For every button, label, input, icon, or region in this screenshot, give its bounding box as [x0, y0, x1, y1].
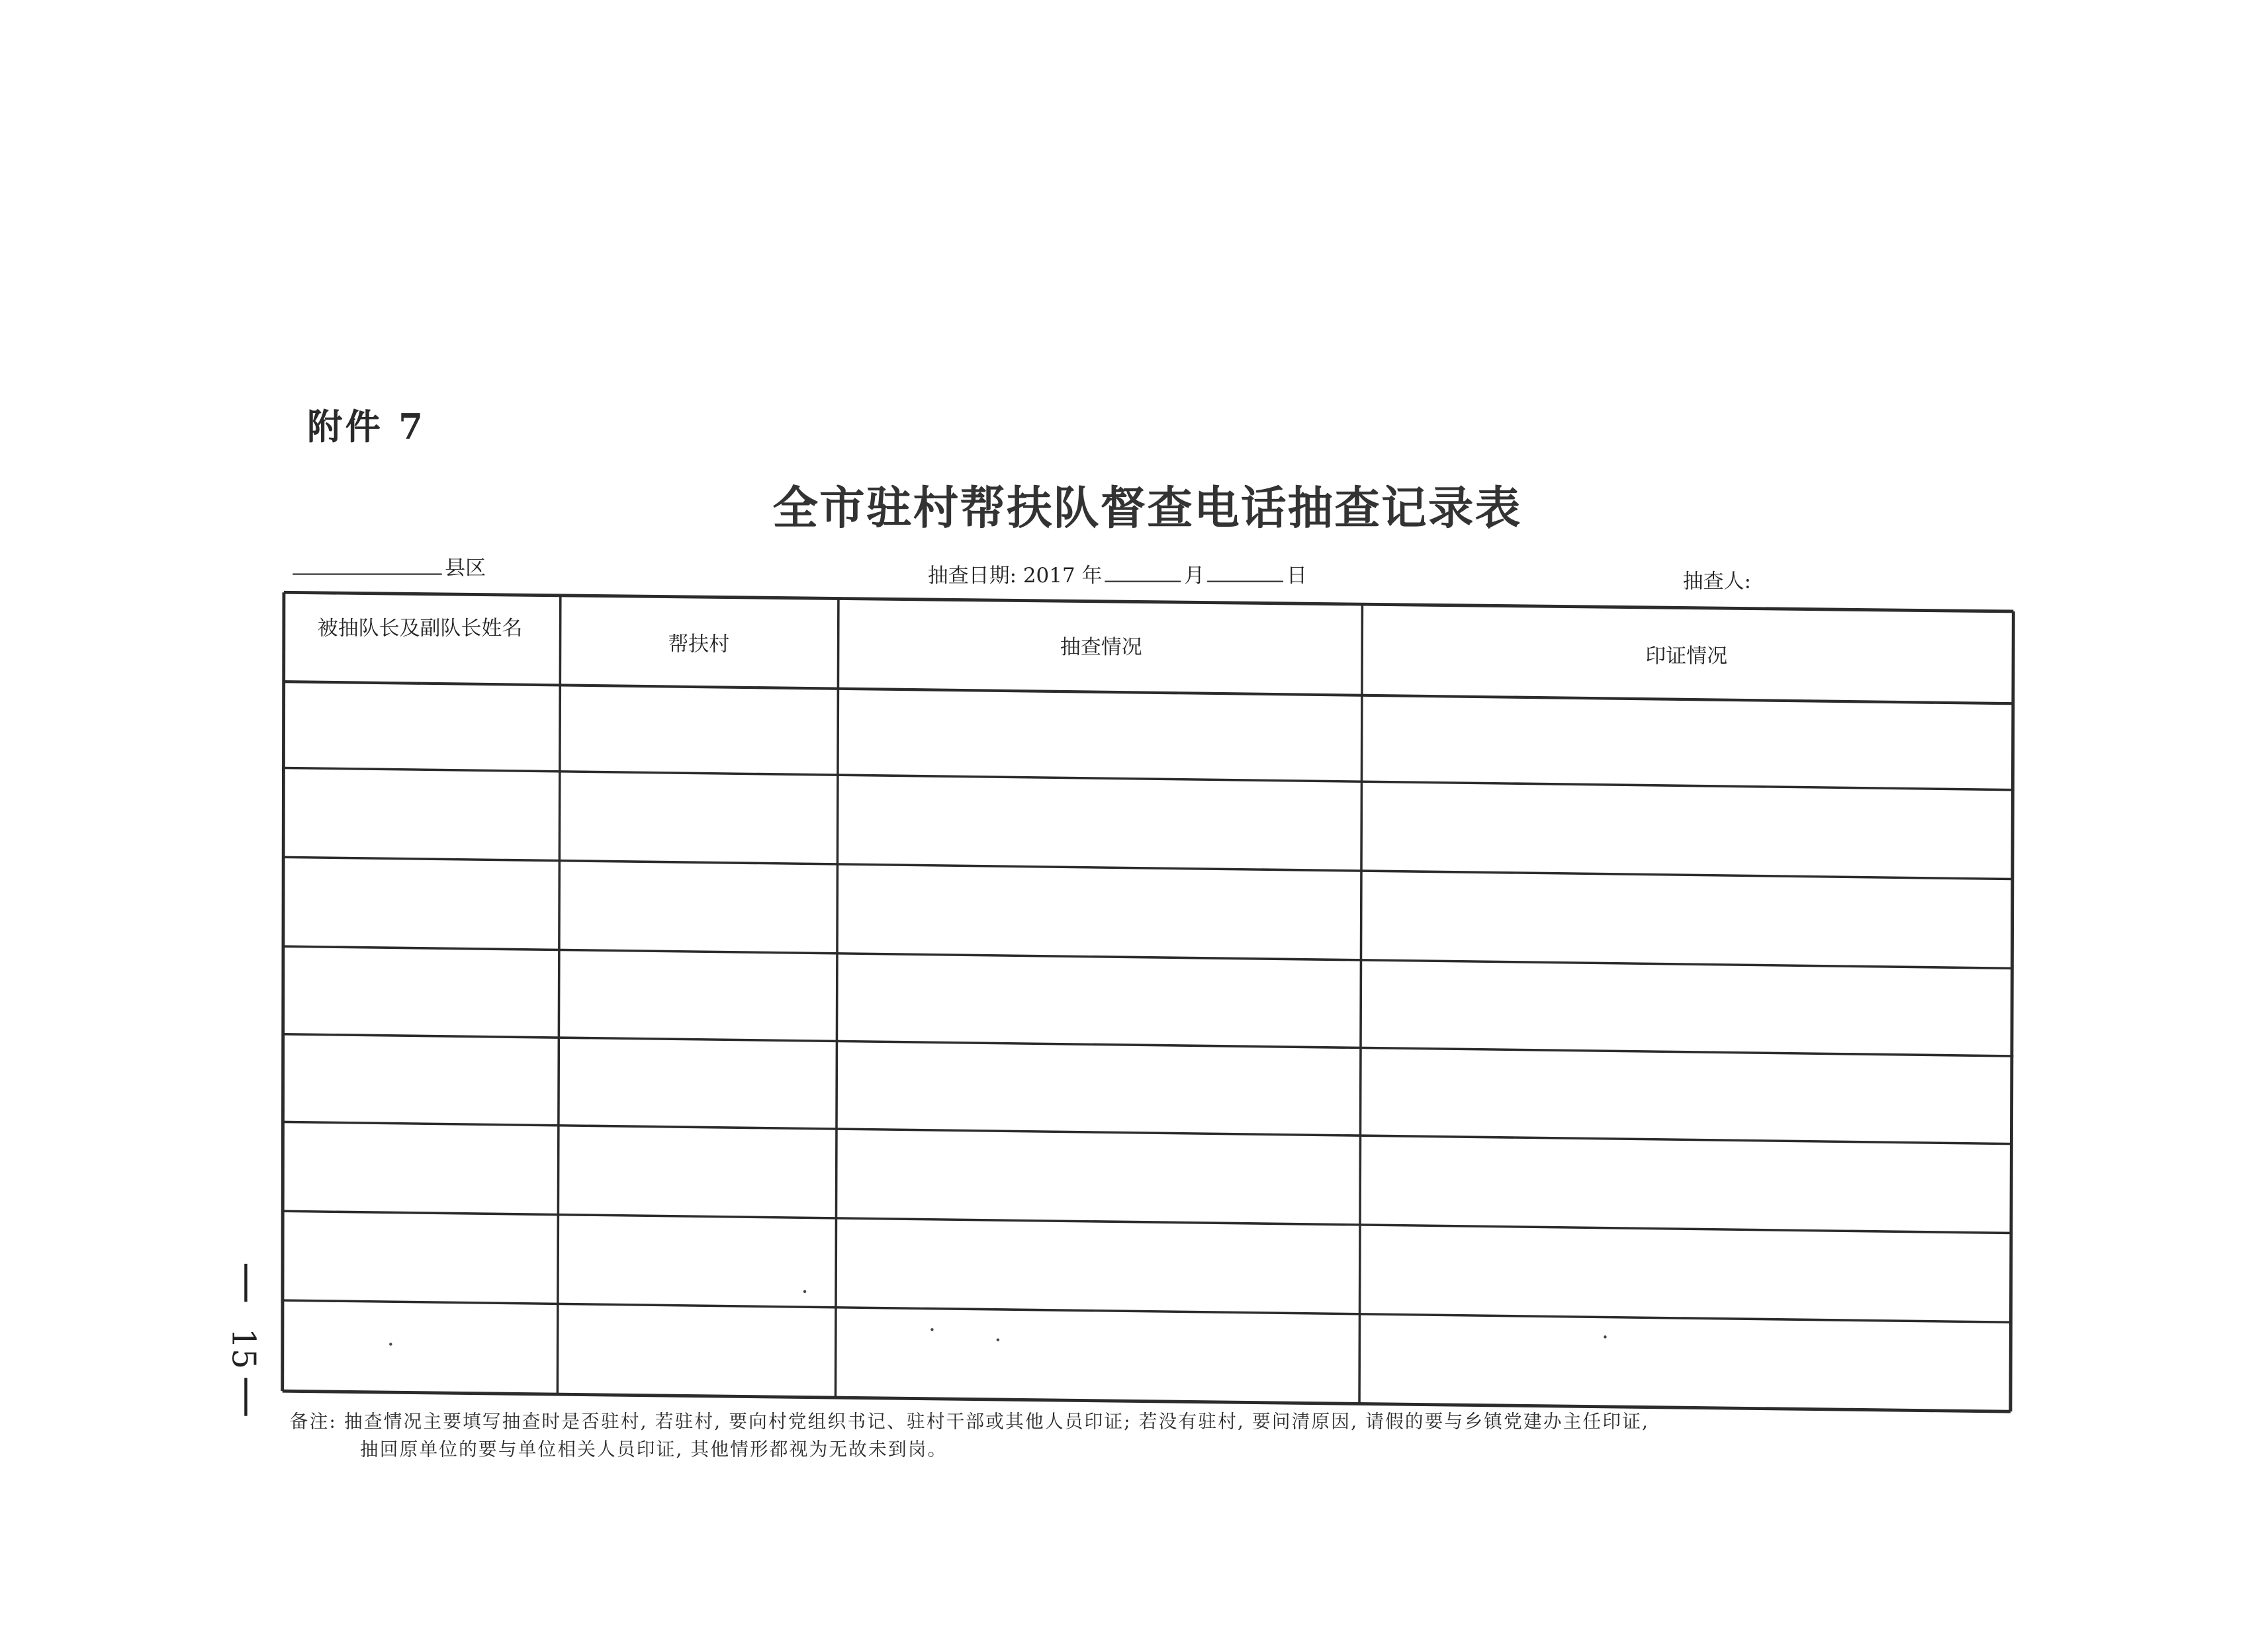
form-title: 全市驻村帮扶队督查电话抽查记录表 — [772, 482, 1522, 536]
column-divider-3 — [1359, 604, 1362, 1403]
row-line — [283, 1211, 2012, 1233]
page-number — [222, 1261, 269, 1421]
scan-speck — [389, 1343, 392, 1345]
table-top-border — [284, 592, 2013, 611]
scan-speck — [803, 1290, 806, 1293]
remark-line-2: 抽回原单位的要与单位相关人员印证, 其他情形都视为无故未到岗。 — [359, 1437, 948, 1460]
column-header-village: 帮扶村 — [668, 633, 730, 657]
county-field — [290, 553, 486, 582]
date-label: 抽查日期: 2017 年 — [927, 564, 1103, 588]
page-number-value: 15 — [224, 1328, 261, 1370]
date-field — [928, 560, 1307, 590]
row-line — [283, 1300, 2012, 1322]
scan-speck — [997, 1339, 999, 1341]
row-line — [283, 1122, 2012, 1143]
column-divider-2 — [835, 598, 838, 1397]
month-label: 月 — [1184, 564, 1205, 588]
county-blank — [293, 556, 442, 575]
checker-label: 抽查人: — [1682, 570, 1751, 594]
row-line — [284, 857, 2013, 879]
table-right-border — [2011, 611, 2013, 1411]
row-line — [284, 1034, 2013, 1056]
county-suffix: 县区 — [445, 557, 486, 581]
table-left-border — [283, 592, 284, 1391]
day-label: 日 — [1287, 564, 1307, 588]
column-header-check-status: 抽查情况 — [1060, 636, 1142, 660]
scan-speck — [930, 1328, 933, 1331]
row-line — [284, 768, 2013, 790]
day-blank — [1208, 563, 1284, 582]
column-header-verification: 印证情况 — [1645, 645, 1728, 669]
column-header-leader-name: 被抽队长及副队长姓名 — [317, 617, 523, 641]
page-number-dash-bottom — [244, 1378, 247, 1415]
header-divider — [284, 682, 2013, 703]
remark-line-1: 备注: 抽查情况主要填写抽查时是否驻村, 若驻村, 要向村党组织书记、驻村干部或其他人员印证; 若没有驻村, 要问清原因, 请假的要与乡镇党建办主任印证, — [289, 1409, 1650, 1433]
column-divider-1 — [557, 596, 560, 1394]
row-line — [284, 946, 2013, 968]
page-number-dash-top — [244, 1264, 247, 1302]
scan-speck — [1604, 1335, 1606, 1338]
month-blank — [1105, 563, 1181, 582]
attachment-label: 附件 7 — [307, 405, 426, 448]
checker-field — [1683, 566, 1751, 595]
